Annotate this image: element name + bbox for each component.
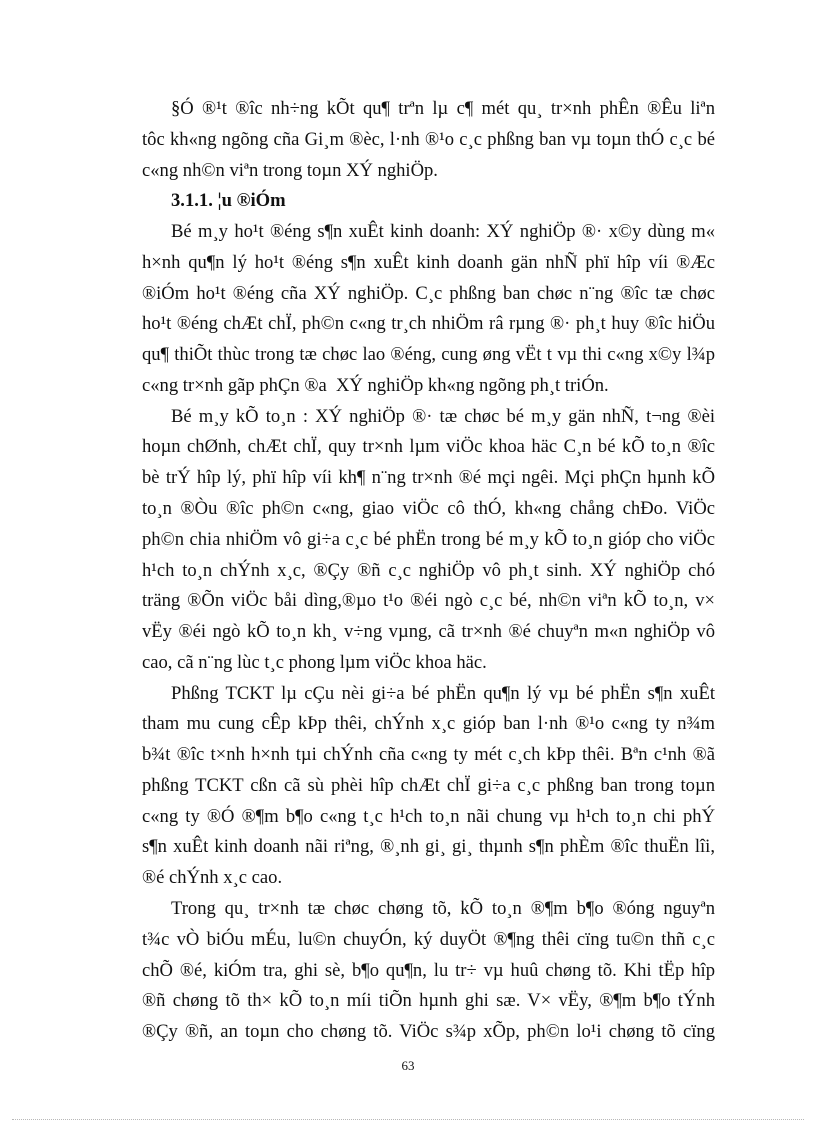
text-line: tham mu cung cÊp kÞp thêi, chÝnh x¸c gióp ban l·nh ®¹o c«ng ty n¾m <box>142 713 715 735</box>
text-line: ®é chÝnh x¸c cao. <box>142 867 283 889</box>
text-line: c«ng tr×nh gãp phÇn ®a XÝ nghiÖp kh«ng ngõng ph¸t triÓn. <box>142 374 609 396</box>
text-line: cao, cã n¨ng lùc t¸c phong lµm viÖc khoa häc. <box>142 651 487 673</box>
text-line: vËy ®éi ngò kÕ to¸n kh¸ v÷ng vµng, cã tr×nh ®é chuyªn m«n nghiÖp vô <box>142 621 715 642</box>
text-line: tôc kh«ng ngõng cña Gi¸m ®èc, l·nh ®¹o c¸c phßng ban vµ toµn thÓ c¸c bé <box>142 128 715 150</box>
text-line: b¾t ®îc t×nh h×nh tµi chÝnh cña c«ng ty mét c¸ch kÞp thêi. Bªn c¹nh ®ã <box>142 744 715 766</box>
text-line: h×nh qu¶n lý ho¹t ®éng s¶n xuÊt kinh doanh gän nhÑ phï hîp víi ®Æc <box>142 251 715 273</box>
text-line: Phßng TCKT lµ cÇu nèi gi÷a bé phËn qu¶n lý vµ bé phËn s¶n xuÊt <box>171 682 715 704</box>
text-line: h¹ch to¸n chÝnh x¸c, ®Çy ®ñ c¸c nghiÖp vô ph¸t sinh. XÝ nghiÖp chó <box>142 559 715 581</box>
text-line: Bé m¸y kÕ to¸n : XÝ nghiÖp ®· tæ chøc bé m¸y gän nhÑ, t¬ng ®èi <box>171 405 715 427</box>
text-line: chÕ ®é, kiÓm tra, ghi sè, b¶o qu¶n, lu tr÷ vµ huû chøng tõ. Khi tËp hîp <box>142 959 715 981</box>
text-line: c«ng nh©n viªn trong toµn XÝ nghiÖp. <box>142 159 438 181</box>
page-number: 63 <box>401 1058 415 1073</box>
text-line: träng ®Õn viÖc båi dìng,®µo t¹o ®éi ngò c¸c bé, nh©n viªn kÕ to¸n, v× <box>142 590 715 612</box>
text-line: phßng TCKT cßn cã sù phèi hîp chÆt chÏ gi÷a c¸c phßng ban trong toµn <box>142 774 715 796</box>
text-line: Trong qu¸ tr×nh tæ chøc chøng tõ, kÕ to¸n ®¶m b¶o ®óng nguyªn <box>171 897 715 919</box>
text-line: ph©n chia nhiÖm vô gi÷a c¸c bé phËn trong bé m¸y kÕ to¸n gióp cho viÖc <box>142 528 715 550</box>
text-line: ho¹t ®éng chÆt chÏ, ph©n c«ng tr¸ch nhiÖm râ rµng ®· ph¸t huy ®îc hiÖu <box>142 313 715 335</box>
text-line: to¸n ®Òu ®îc ph©n c«ng, giao viÖc cô thÓ, kh«ng chång chÐo. ViÖc <box>142 498 715 519</box>
text-line: §Ó ®¹t ®îc nh÷ng kÕt qu¶ trªn lµ c¶ mét qu¸ tr×nh phÊn ®Êu liªn <box>171 98 715 119</box>
text-line: bè trÝ hîp lý, phï hîp víi kh¶ n¨ng tr×nh ®é mçi ngêi. Mçi phÇn hµnh kÕ <box>142 467 715 489</box>
text-line: ®iÓm ho¹t ®éng cña XÝ nghiÖp. C¸c phßng ban chøc n¨ng ®îc tæ chøc <box>142 282 715 304</box>
text-line: Bé m¸y ho¹t ®éng s¶n xuÊt kinh doanh: XÝ nghiÖp ®· x©y dùng m« <box>171 221 715 243</box>
page-edge-divider <box>12 1119 804 1120</box>
text-line: ®ñ chøng tõ th× kÕ to¸n míi tiÕn hµnh ghi sæ. V× vËy, ®¶m b¶o tÝnh <box>142 990 715 1012</box>
text-line: s¶n xuÊt kinh doanh nãi riªng, ®¸nh gi¸ gi¸ thµnh s¶n phÈm ®îc thuËn lîi, <box>142 836 715 858</box>
text-line: t¾c vÒ biÓu mÉu, lu©n chuyÓn, ký duyÖt ®¶ng thêi cïng tu©n thñ c¸c <box>142 928 715 950</box>
text-line: hoµn chØnh, chÆt chÏ, quy tr×nh lµm viÖc khoa häc C¸n bé kÕ to¸n ®îc <box>142 436 715 458</box>
text-line: qu¶ thiÕt thùc trong tæ chøc lao ®éng, cung øng vËt t vµ thi c«ng x©y l¾p <box>142 344 715 366</box>
text-line: ®Çy ®ñ, an toµn cho chøng tõ. ViÖc s¾p xÕp, ph©n lo¹i chøng tõ cïng <box>142 1021 715 1042</box>
section-heading: 3.1.1. ¦u ®iÓm <box>171 190 286 212</box>
text-line: c«ng ty ®Ó ®¶m b¶o c«ng t¸c h¹ch to¸n nãi chung vµ h¹ch to¸n chi phÝ <box>142 805 715 827</box>
